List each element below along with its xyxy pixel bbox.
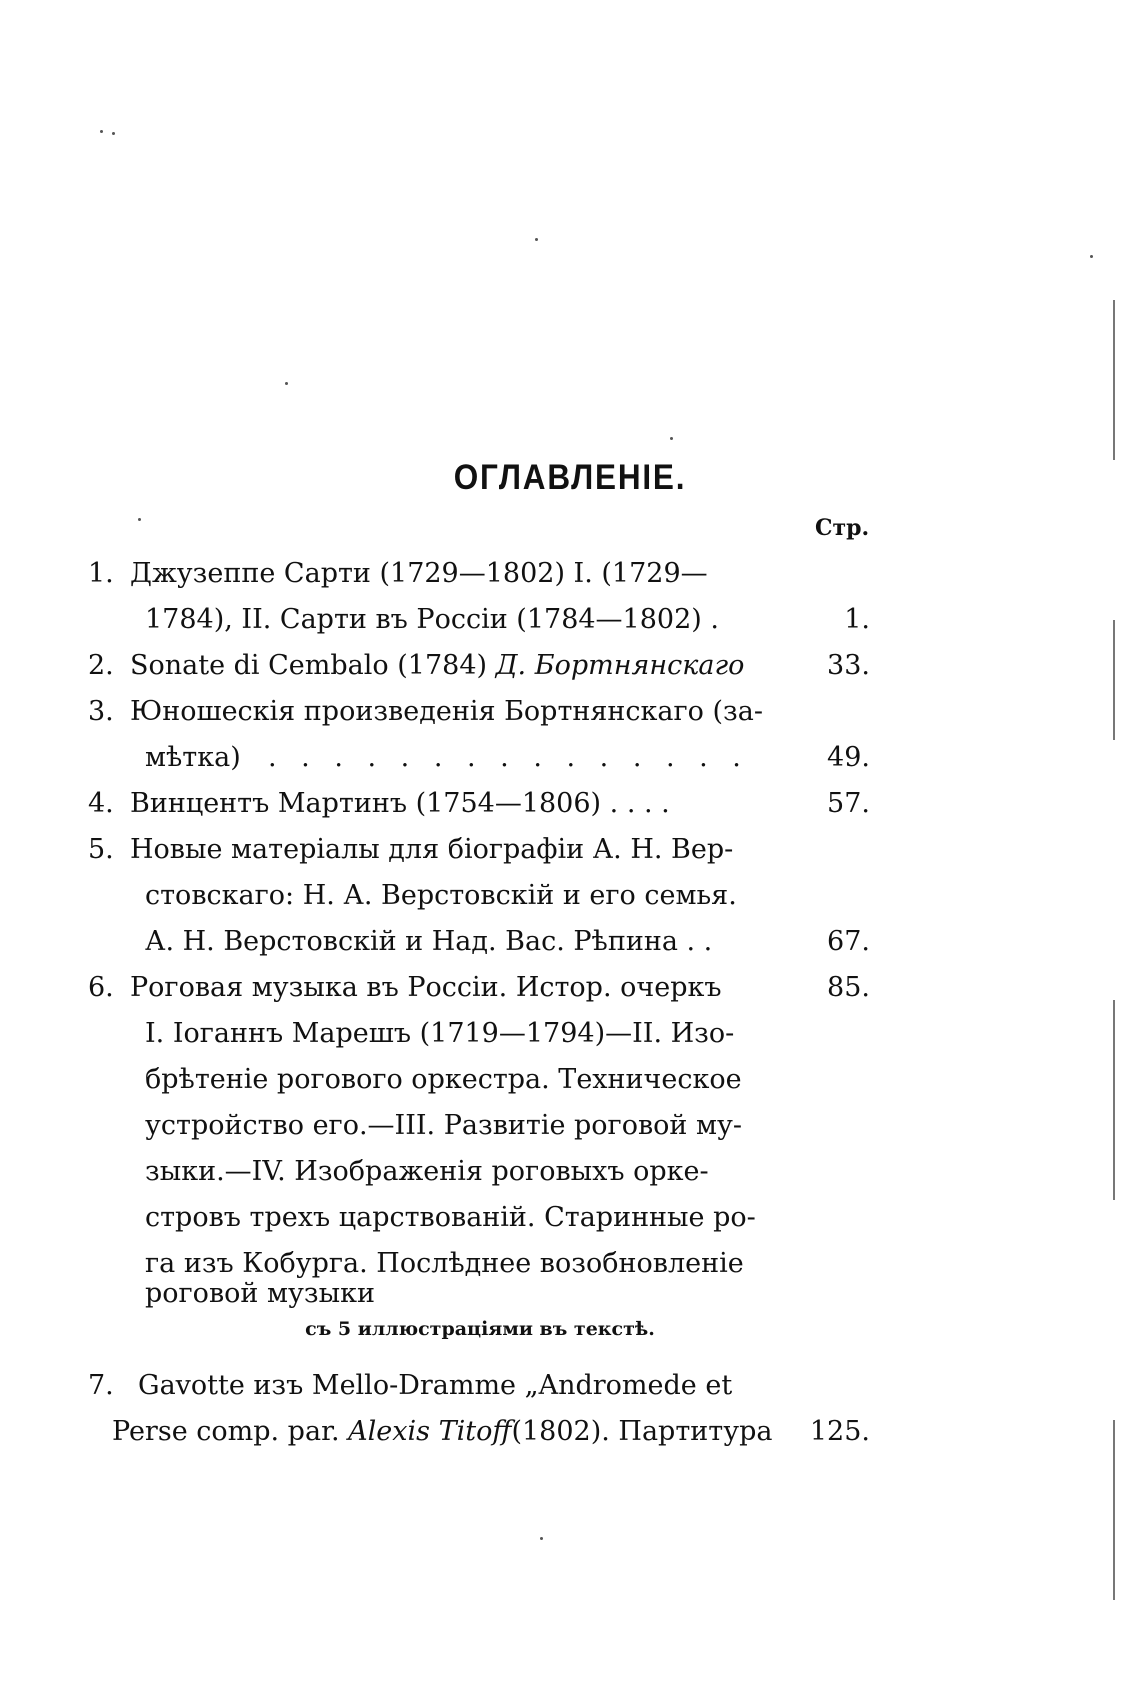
entry-line: устройство его.—III. Развитіе роговой му- (145, 1110, 743, 1141)
edge-mark (1113, 1420, 1115, 1600)
entry-line: га изъ Кобурга. Послѣднее возобновленіе (145, 1248, 744, 1279)
entry-number: 2. (88, 650, 114, 681)
entry-number: 4. (88, 788, 114, 819)
print-speck (670, 437, 673, 440)
entry-text: Perse comp. par. (112, 1416, 349, 1447)
print-speck (535, 238, 538, 241)
entry-line (130, 652, 744, 679)
entry-line: I. Іоганнъ Марешъ (1719—1794)—II. Изо- (145, 1018, 735, 1049)
entry-page-number: 125. (809, 1416, 870, 1447)
print-speck (138, 518, 141, 521)
entry-page-number: 57. (827, 788, 870, 819)
entry-page-number: 33. (827, 650, 870, 681)
edge-mark (1113, 300, 1115, 460)
entry-line (112, 1418, 772, 1445)
entry-author: Д. Бортнянскаго (495, 650, 745, 681)
entry-page-number: 67. (827, 926, 870, 957)
entry-line: Джузеппе Сарти (1729—1802) I. (1729— (130, 558, 708, 589)
print-speck (112, 132, 115, 135)
entry-line: зыки.—IV. Изображенія роговыхъ орке- (145, 1156, 709, 1187)
entry-author: Alexis Titoff (348, 1416, 512, 1447)
entry-number: 1. (88, 558, 114, 589)
entry-line: мѣтка) (145, 742, 241, 773)
entry-line: Юношескія произведенія Бортнянскаго (за- (130, 696, 763, 727)
entry-page-number: 1. (844, 604, 870, 635)
entry-number: 3. (88, 696, 114, 727)
entry-line: Роговая музыка въ Россіи. Истор. очеркъ (130, 972, 722, 1003)
entry-line: А. Н. Верстовскій и Над. Вас. Рѣпина . . (145, 926, 713, 957)
entry-line: Gavotte изъ Mello-Dramme „Andromede et (138, 1370, 733, 1401)
entry-number: 7. (88, 1370, 114, 1401)
entry-page-number: 49. (827, 742, 870, 773)
print-speck (1090, 255, 1093, 258)
entry-line: стовскаго: Н. А. Верстовскій и его семья. (145, 880, 737, 911)
entry-line: роговой музыки (145, 1278, 375, 1309)
print-speck (540, 1537, 543, 1540)
print-speck (100, 130, 103, 133)
entry-line: стровъ трехъ царствованій. Старинные ро- (145, 1202, 756, 1233)
edge-mark (1113, 620, 1115, 740)
illustration-note: съ 5 иллюстраціями въ текстѣ. (305, 1318, 655, 1340)
dot-leader: . . . . . . . . . . . . . . . (268, 742, 749, 773)
entry-line: Новые матеріалы для біографіи А. Н. Вер- (130, 834, 734, 865)
page-column-header: Стр. (815, 515, 870, 541)
entry-number: 5. (88, 834, 114, 865)
entry-text: (1802). Партитура (511, 1416, 773, 1447)
print-speck (285, 382, 288, 385)
entry-page-number: 85. (827, 972, 870, 1003)
entry-line: брѣтеніе рогового оркестра. Техническое (145, 1064, 742, 1095)
entry-line: 1784), II. Сарти въ Россіи (1784—1802) . (145, 604, 719, 635)
page-title: ОГЛАВЛЕНІЕ. (453, 458, 687, 497)
entry-text: Sonate di Cembalo (1784) (130, 650, 496, 681)
entry-line: Винцентъ Мартинъ (1754—1806) . . . . (130, 788, 670, 819)
edge-mark (1113, 1000, 1115, 1200)
entry-number: 6. (88, 972, 114, 1003)
